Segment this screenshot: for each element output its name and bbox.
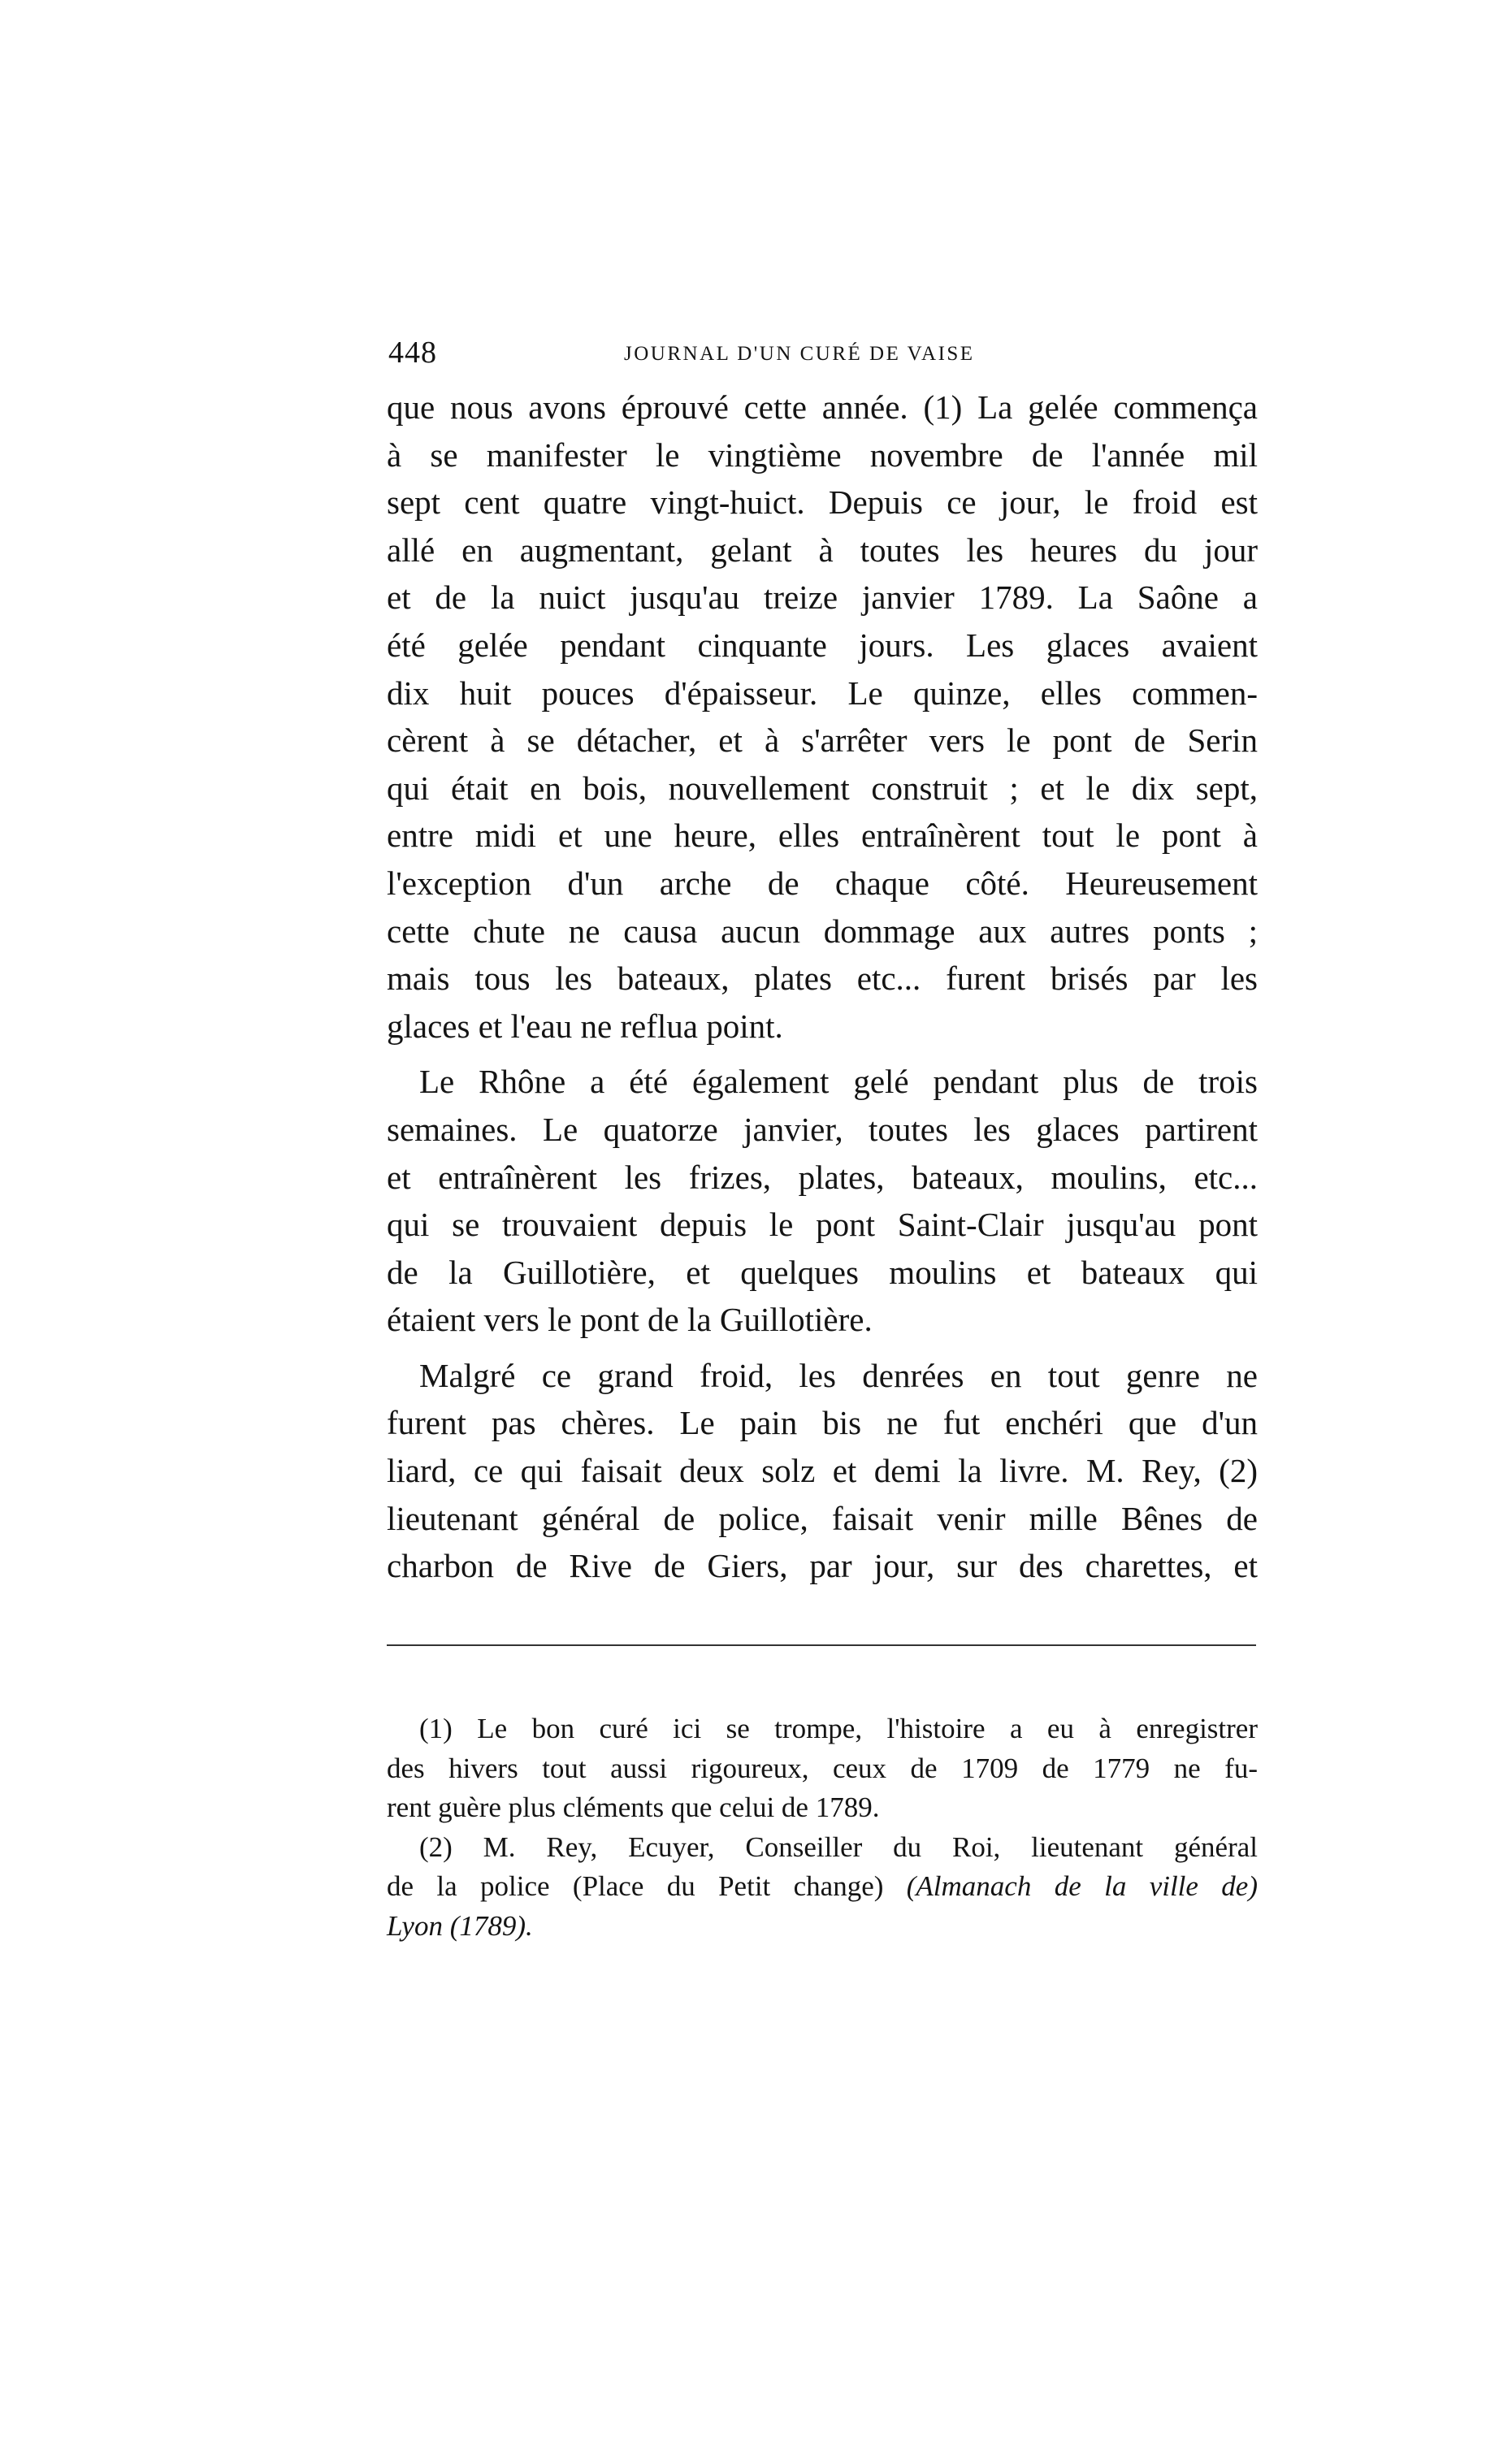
text-line: liard, ce qui faisait deux solz et demi la livre. M. Rey, (2) — [387, 1452, 1258, 1490]
footnote-line: rent guère plus cléments que celui de 1789. — [387, 1791, 880, 1823]
paragraph-3 — [387, 1352, 1258, 1590]
text-line: et entraînèrent les frizes, plates, bateaux, moulins, etc... — [387, 1158, 1258, 1196]
text-line: l'exception d'un arche de chaque côté. Heureusement — [387, 864, 1258, 902]
text-line: de la Guillotière, et quelques moulins et bateaux qui — [387, 1253, 1258, 1291]
text-line: allé en augmentant, gelant à toutes les heures du jour — [387, 531, 1258, 569]
page-header — [388, 333, 1266, 382]
text-line: à se manifester le vingtième novembre de l'année mil — [387, 435, 1258, 474]
text-line: furent pas chères. Le pain bis ne fut enchéri que d'un — [387, 1404, 1258, 1442]
text-line: charbon de Rive de Giers, par jour, sur des charettes, et — [387, 1547, 1258, 1585]
page-number: 448 — [388, 336, 437, 370]
footnote-italic-line: Lyon (1789). — [387, 1909, 533, 1942]
paragraph-2 — [387, 1058, 1258, 1344]
main-text — [387, 383, 1258, 1590]
text-line: été gelée pendant cinquante jours. Les glaces avaient — [387, 626, 1258, 664]
text-line: entre midi et une heure, elles entraînèrent tout le pont à — [387, 817, 1258, 855]
footnote-italic-text: (Almanach de la ville de) — [906, 1870, 1258, 1902]
text-line: glaces et l'eau ne reflua point. — [387, 1007, 783, 1045]
text-line: semaines. Le quatorze janvier, toutes les glaces partirent — [387, 1110, 1258, 1148]
text-line: Le Rhône a été également gelé pendant plus de trois — [419, 1063, 1258, 1101]
text-line: lieutenant général de police, faisait venir mille Bênes de — [387, 1499, 1258, 1537]
footnote-text: de la police (Place du Petit change) — [387, 1870, 907, 1902]
text-line: sept cent quatre vingt-huict. Depuis ce jour, le froid est — [387, 483, 1258, 522]
paragraph-1 — [387, 383, 1258, 1050]
running-title: JOURNAL D'UN CURÉ DE VAISE — [624, 343, 975, 365]
text-line: qui était en bois, nouvellement construit ; et le dix sept, — [387, 769, 1258, 807]
text-line: cèrent à se détacher, et à s'arrêter vers le pont de Serin — [387, 721, 1258, 760]
text-line: que nous avons éprouvé cette année. (1) La gelée commença — [387, 388, 1258, 426]
text-line: qui se trouvaient depuis le pont Saint-Clair jusqu'au pont — [387, 1206, 1258, 1244]
footnote-line: (1) Le bon curé ici se trompe, l'histoire a eu à enregistrer — [419, 1713, 1258, 1744]
footnote-line: (2) M. Rey, Ecuyer, Conseiller du Roi, lieutenant général — [419, 1830, 1258, 1863]
footnote-line: des hivers tout aussi rigoureux, ceux de 1709 de 1779 ne fu- — [387, 1752, 1258, 1784]
text-line: cette chute ne causa aucun dommage aux autres ponts ; — [387, 912, 1258, 950]
footnote-line — [387, 1867, 1258, 1907]
footnote-2 — [387, 1828, 1258, 1947]
footnote-divider — [387, 1644, 1256, 1646]
text-line: dix huit pouces d'épaisseur. Le quinze, elles commen- — [387, 674, 1258, 712]
footnotes — [387, 1709, 1258, 1946]
text-line: et de la nuict jusqu'au treize janvier 1789. La Saône a — [387, 578, 1258, 617]
footnote-1 — [387, 1709, 1258, 1828]
text-line: Malgré ce grand froid, les denrées en tout genre ne — [419, 1356, 1258, 1394]
text-line: étaient vers le pont de la Guillotière. — [387, 1301, 873, 1339]
text-line: mais tous les bateaux, plates etc... furent brisés par les — [387, 960, 1258, 998]
